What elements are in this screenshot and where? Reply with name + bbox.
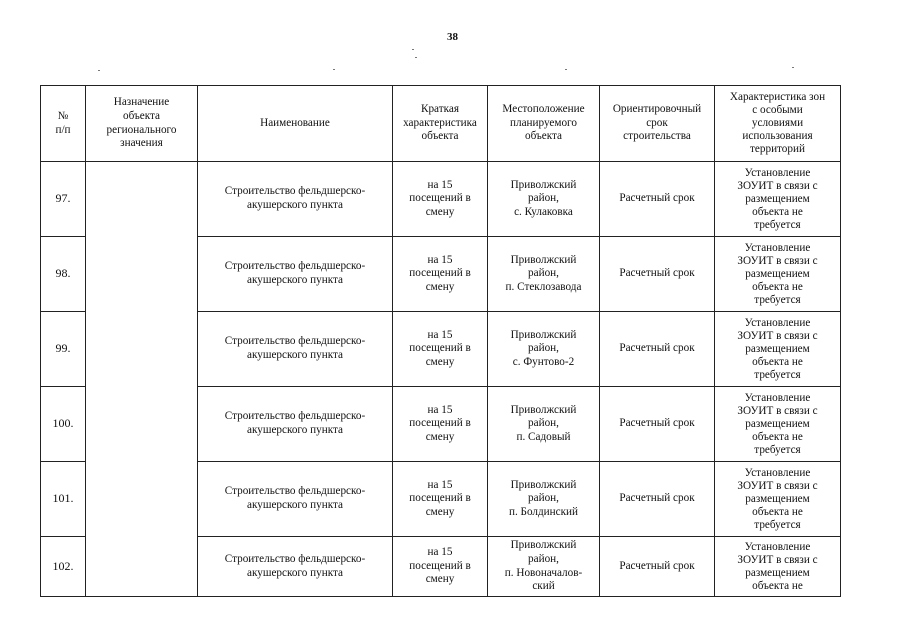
- row-zones: Установление ЗОУИТ в связи с размещением объекта не требуется: [715, 387, 841, 462]
- header-zones: Характеристика зон с особыми условиями использования территорий: [715, 86, 841, 162]
- scan-speck: [415, 57, 417, 58]
- row-location: Приволжский район, с. Фунтово-2: [488, 312, 600, 387]
- row-term: Расчетный срок: [600, 537, 715, 597]
- scan-speck: [98, 70, 100, 71]
- row-name: Строительство фельдшерско- акушерского пункта: [198, 162, 393, 237]
- header-term: Ориентировочный срок строительства: [600, 86, 715, 162]
- row-zones: Установление ЗОУИТ в связи с размещением объекта не: [715, 537, 841, 597]
- row-num: 99.: [41, 312, 86, 387]
- row-characteristic: на 15 посещений в смену: [393, 462, 488, 537]
- row-location: Приволжский район, п. Новоначалов- ский: [488, 537, 600, 597]
- row-term: Расчетный срок: [600, 312, 715, 387]
- scan-speck: [565, 69, 567, 70]
- row-term: Расчетный срок: [600, 162, 715, 237]
- row-name: Строительство фельдшерско- акушерского пункта: [198, 237, 393, 312]
- scan-speck: [792, 67, 794, 68]
- header-purpose: Назначение объекта регионального значения: [86, 86, 198, 162]
- row-zones: Установление ЗОУИТ в связи с размещением объекта не требуется: [715, 462, 841, 537]
- row-name: Строительство фельдшерско- акушерского пункта: [198, 312, 393, 387]
- row-name: Строительство фельдшерско- акушерского пункта: [198, 462, 393, 537]
- row-zones: Установление ЗОУИТ в связи с размещением объекта не требуется: [715, 237, 841, 312]
- row-name: Строительство фельдшерско- акушерского пункта: [198, 537, 393, 597]
- row-num: 100.: [41, 387, 86, 462]
- row-characteristic: на 15 посещений в смену: [393, 387, 488, 462]
- row-name: Строительство фельдшерско- акушерского пункта: [198, 387, 393, 462]
- row-term: Расчетный срок: [600, 387, 715, 462]
- purpose-cell: [86, 162, 198, 597]
- page-number: 38: [447, 31, 458, 43]
- table-header-row: [41, 86, 841, 162]
- scan-speck: [333, 69, 335, 70]
- header-location: Местоположение планируемого объекта: [488, 86, 600, 162]
- table-row: [41, 162, 841, 237]
- header-name: Наименование: [198, 86, 393, 162]
- scan-speck: [412, 49, 414, 50]
- header-characteristic: Краткая характеристика объекта: [393, 86, 488, 162]
- row-characteristic: на 15 посещений в смену: [393, 237, 488, 312]
- row-characteristic: на 15 посещений в смену: [393, 162, 488, 237]
- row-num: 101.: [41, 462, 86, 537]
- row-num: 98.: [41, 237, 86, 312]
- row-term: Расчетный срок: [600, 237, 715, 312]
- row-location: Приволжский район, п. Болдинский: [488, 462, 600, 537]
- header-num: № п/п: [41, 86, 86, 162]
- row-zones: Установление ЗОУИТ в связи с размещением объекта не требуется: [715, 162, 841, 237]
- row-location: Приволжский район, п. Стеклозавода: [488, 237, 600, 312]
- row-location: Приволжский район, с. Кулаковка: [488, 162, 600, 237]
- planned-objects-table: [40, 85, 841, 597]
- row-characteristic: на 15 посещений в смену: [393, 312, 488, 387]
- row-zones: Установление ЗОУИТ в связи с размещением объекта не требуется: [715, 312, 841, 387]
- row-location: Приволжский район, п. Садовый: [488, 387, 600, 462]
- row-num: 102.: [41, 537, 86, 597]
- row-characteristic: на 15 посещений в смену: [393, 537, 488, 597]
- row-num: 97.: [41, 162, 86, 237]
- row-term: Расчетный срок: [600, 462, 715, 537]
